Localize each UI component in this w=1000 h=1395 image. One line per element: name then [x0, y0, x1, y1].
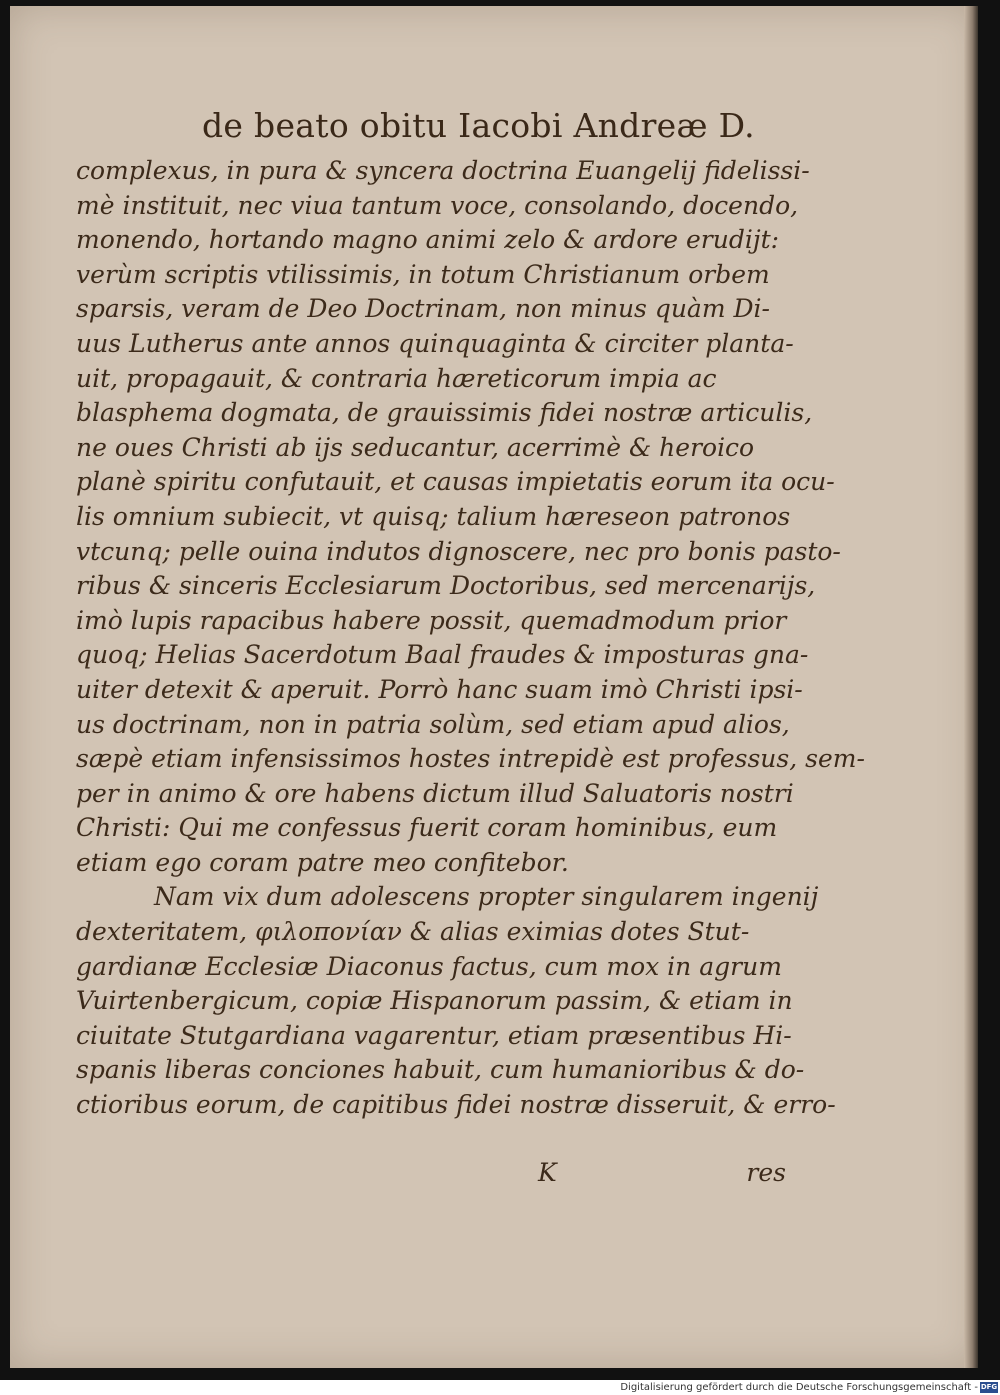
text-line: gardianæ Ecclesiæ Diaconus factus, cum mox in agrum: [76, 951, 782, 981]
text-line: uus Lutherus ante annos quinquaginta & circiter planta-: [76, 328, 794, 358]
funding-notice: Digitalisierung gefördert durch die Deutsche Forschungsgemeinschaft -: [620, 1382, 978, 1393]
funding-bar: [0, 1380, 1000, 1395]
text-line: imò lupis rapacibus habere possit, quemadmodum prior: [76, 605, 787, 635]
dfg-logo: DFG: [980, 1383, 998, 1391]
text-line: Nam vix dum adolescens propter singularem ingenij: [154, 882, 819, 912]
text-line: Vuirtenbergicum, copiæ Hispanorum passim, & etiam in: [76, 986, 793, 1016]
text-line: ribus & sinceris Ecclesiarum Doctoribus, sed mercenarijs,: [76, 571, 816, 601]
text-line: blasphema dogmata, de grauissimis fidei nostræ articulis,: [76, 398, 813, 428]
text-line: per in animo & ore habens dictum illud Saluatoris nostri: [76, 778, 794, 808]
text-line: complexus, in pura & syncera doctrina Euangelij fidelissi-: [76, 156, 810, 185]
signature-mark: K: [538, 1158, 557, 1187]
text-line: planè spiritu confutauit, et causas impietatis eorum ita ocu-: [76, 467, 835, 497]
text-line: mè instituit, nec viua tantum voce, consolando, docendo,: [76, 190, 799, 220]
text-line: ne oues Christi ab ijs seducantur, acerrimè & heroico: [76, 432, 755, 462]
text-line: etiam ego coram patre meo confitebor.: [76, 847, 569, 877]
page-edge: [964, 6, 978, 1368]
text-line: vtcunq; pelle ouina indutos dignoscere, nec pro bonis pasto-: [76, 536, 841, 566]
text-line: monendo, hortando magno animi zelo & ardore erudijt:: [76, 225, 780, 255]
body-text: [76, 154, 865, 1123]
text-line: ctioribus eorum, de capitibus fidei nostræ disseruit, & erro-: [76, 1090, 836, 1120]
text-line: dexteritatem, φιλοπονίαν & alias eximias dotes Stut-: [76, 917, 750, 947]
text-line: quoq; Helias Sacerdotum Baal fraudes & imposturas gna-: [76, 640, 809, 670]
catchword: res: [746, 1158, 786, 1187]
text-line: verùm scriptis vtilissimis, in totum Christianum orbem: [76, 259, 770, 289]
text-line: uit, propagauit, & contraria hæreticorum impia ac: [76, 363, 717, 393]
text-line: sparsis, veram de Deo Doctrinam, non minus quàm Di-: [76, 294, 770, 324]
text-line: spanis liberas conciones habuit, cum humanioribus & do-: [76, 1055, 805, 1085]
book-page: [10, 6, 978, 1368]
text-line: uiter detexit & aperuit. Porrò hanc suam imò Christi ipsi-: [76, 674, 803, 704]
page-footer: [76, 1158, 786, 1192]
running-head: de beato obitu Iacobi Andreæ D.: [202, 106, 755, 145]
text-line: lis omnium subiecit, vt quisq; talium hæreseon patronos: [76, 501, 791, 531]
text-line: Christi: Qui me confessus fuerit coram hominibus, eum: [76, 813, 778, 843]
text-line: ciuitate Stutgardiana vagarentur, etiam præsentibus Hi-: [76, 1020, 792, 1050]
text-line: us doctrinam, non in patria solùm, sed etiam apud alios,: [76, 709, 790, 739]
text-line: sæpè etiam infensissimos hostes intrepidè est professus, sem-: [76, 744, 865, 774]
